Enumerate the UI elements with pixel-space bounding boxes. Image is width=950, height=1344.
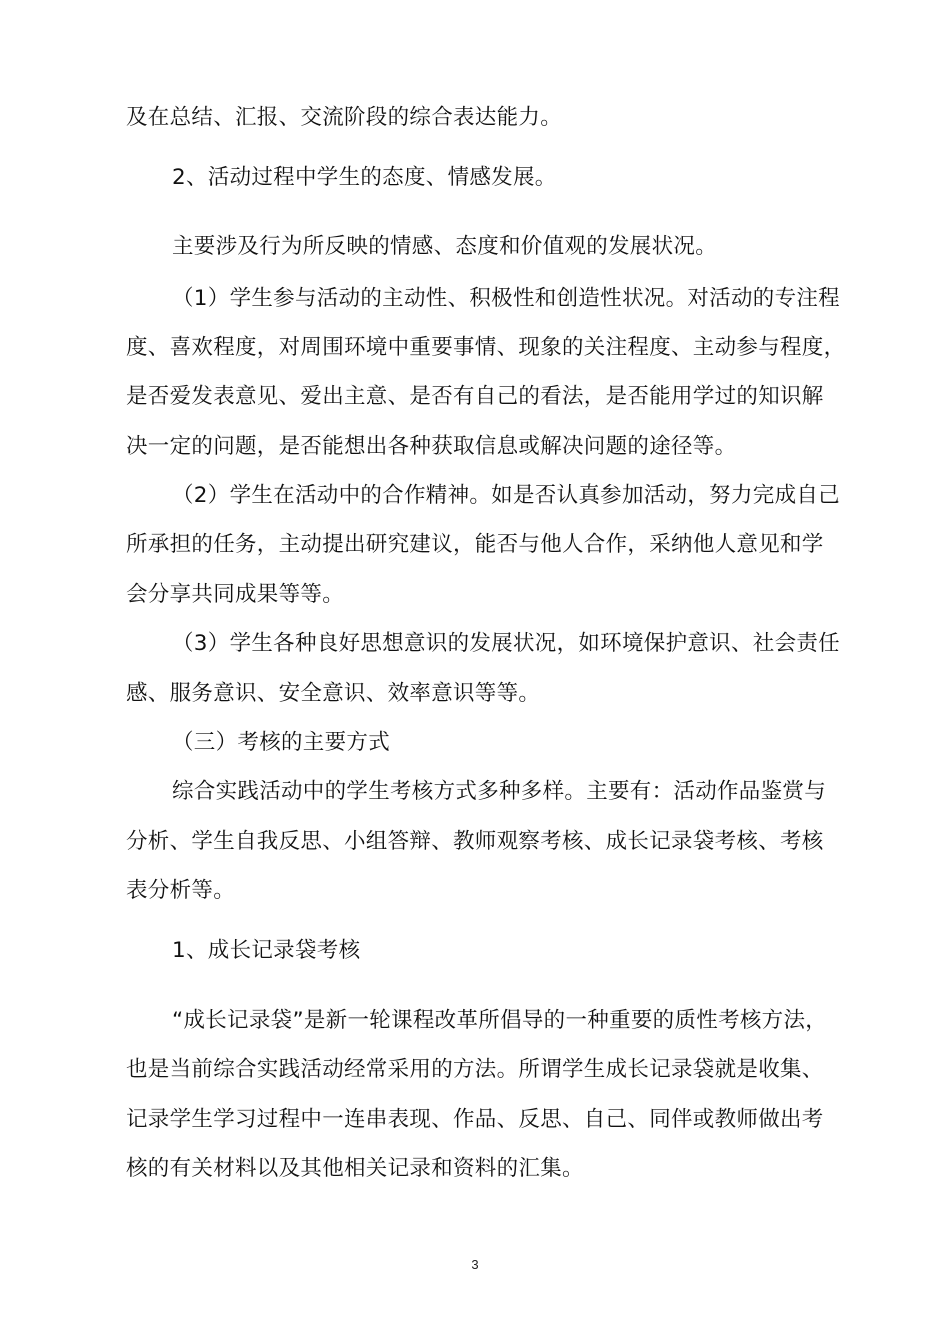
paragraph-line: 主要涉及行为所反映的情感、态度和价值观的发展状况。 bbox=[172, 234, 718, 259]
paragraph-line: 度、喜欢程度，对周围环境中重要事情、现象的关注程度、主动参与程度， bbox=[126, 335, 846, 360]
paragraph-line: 核的有关材料以及其他相关记录和资料的汇集。 bbox=[126, 1156, 584, 1181]
section-heading: （三）考核的主要方式 bbox=[172, 730, 391, 755]
paragraph-line: 表分析等。 bbox=[126, 878, 236, 903]
paragraph-line: （1）学生参与活动的主动性、积极性和创造性状况。对活动的专注程 bbox=[172, 286, 840, 311]
paragraph-line: 所承担的任务，主动提出研究建议，能否与他人合作，采纳他人意见和学 bbox=[126, 532, 824, 557]
paragraph-line: 记录学生学习过程中一连串表现、作品、反思、自己、同伴或教师做出考 bbox=[126, 1107, 824, 1132]
paragraph-line: 也是当前综合实践活动经常采用的方法。所谓学生成长记录袋就是收集、 bbox=[126, 1057, 824, 1082]
paragraph-line: 感、服务意识、安全意识、效率意识等等。 bbox=[126, 681, 541, 706]
page-number: 3 bbox=[471, 1257, 479, 1272]
paragraph-line: （3）学生各种良好思想意识的发展状况，如环境保护意识、社会责任 bbox=[172, 631, 840, 656]
section-heading: 1、成长记录袋考核 bbox=[172, 938, 361, 963]
paragraph-line: 综合实践活动中的学生考核方式多种多样。主要有：活动作品鉴赏与 bbox=[172, 779, 827, 804]
paragraph-line: 分析、学生自我反思、小组答辩、教师观察考核、成长记录袋考核、考核 bbox=[126, 829, 824, 854]
section-heading: 2、活动过程中学生的态度、情感发展。 bbox=[172, 165, 557, 190]
paragraph-line: 决一定的问题，是否能想出各种获取信息或解决问题的途径等。 bbox=[126, 434, 737, 459]
paragraph-line: 会分享共同成果等等。 bbox=[126, 582, 345, 607]
paragraph-line: “成长记录袋”是新一轮课程改革所倡导的一种重要的质性考核方法， bbox=[172, 1008, 828, 1033]
paragraph-line: 及在总结、汇报、交流阶段的综合表达能力。 bbox=[126, 105, 563, 130]
paragraph-line: （2）学生在活动中的合作精神。如是否认真参加活动，努力完成自己 bbox=[172, 483, 840, 508]
paragraph-line: 是否爱发表意见、爱出主意、是否有自己的看法，是否能用学过的知识解 bbox=[126, 384, 824, 409]
